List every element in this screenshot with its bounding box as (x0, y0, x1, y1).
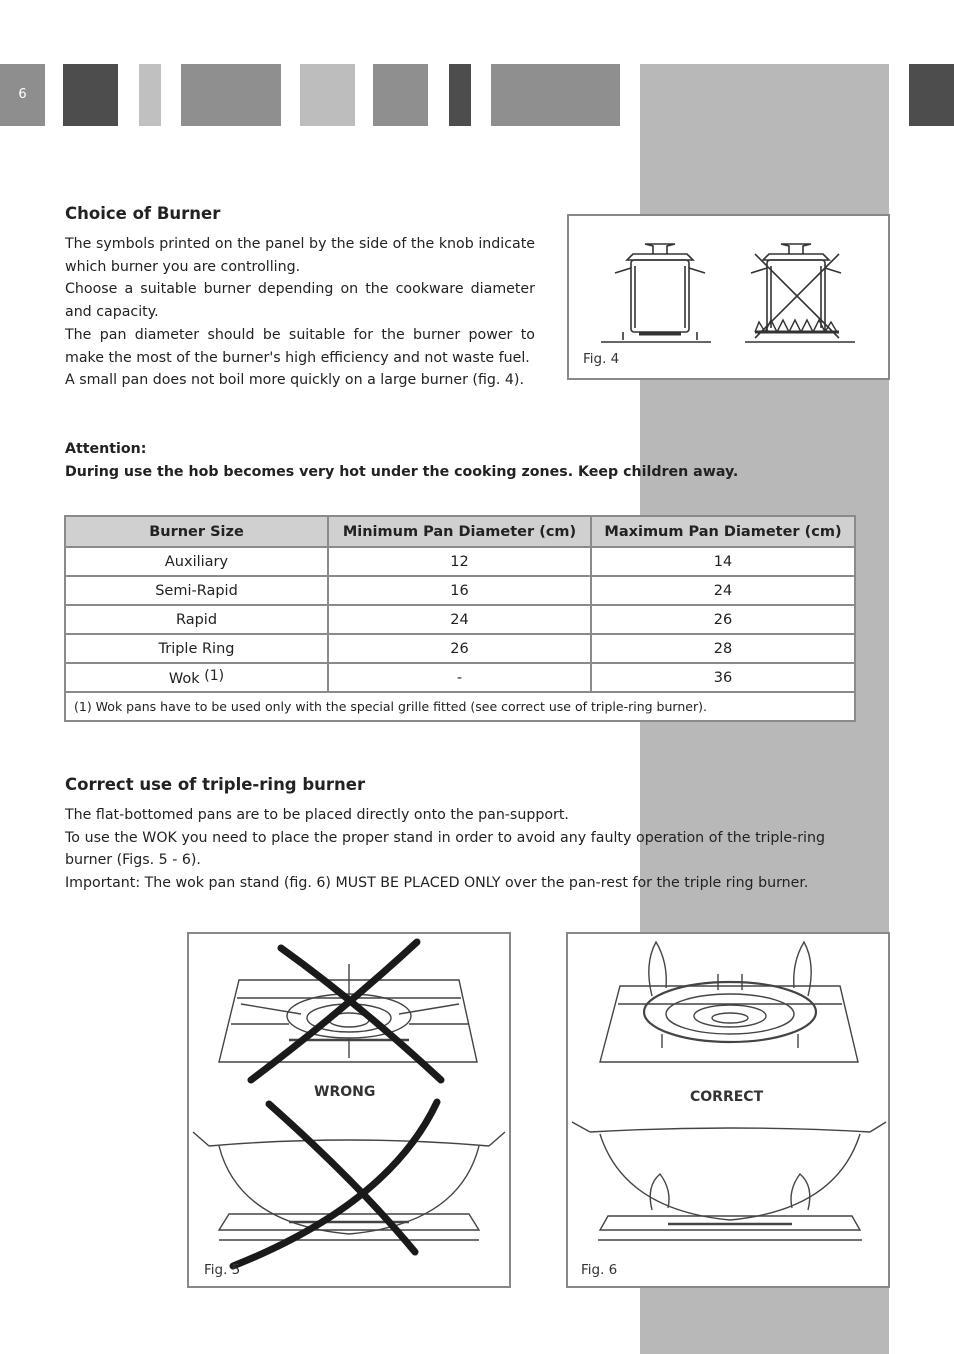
section-title-triple: Correct use of triple-ring burner (65, 775, 366, 794)
table-cell: 24 (328, 605, 591, 634)
section-title-choice: Choice of Burner (65, 204, 221, 223)
table-cell: 12 (328, 547, 591, 576)
header-bar (181, 64, 281, 126)
table-cell: - (328, 663, 591, 692)
correct-setup-illustration (568, 934, 888, 1286)
table-cell: 28 (591, 634, 855, 663)
table-row (65, 576, 855, 605)
wrong-setup-illustration (189, 934, 509, 1286)
triple-text (65, 804, 825, 895)
paragraph: The symbols printed on the panel by the side of the knob indicate which burner you are controlling. (65, 236, 535, 275)
header-bar (139, 64, 161, 126)
table-cell: 36 (591, 663, 855, 692)
table-cell: 26 (591, 605, 855, 634)
paragraph: Important: The wok pan stand (fig. 6) MUST BE PLACED ONLY over the pan-rest for the triple ring burner. (65, 875, 809, 892)
table-row (65, 547, 855, 576)
paragraph: The pan diameter should be suitable for the burner power to make the most of the burner's high efficiency and not waste fuel. (65, 326, 535, 366)
figure-5 (187, 932, 511, 1288)
figure-6 (566, 932, 890, 1288)
header-bar (909, 64, 954, 126)
column-header: Maximum Pan Diameter (cm) (591, 516, 855, 547)
table-cell: 26 (328, 634, 591, 663)
table-row (65, 634, 855, 663)
table-cell: Semi-Rapid (65, 576, 328, 605)
table-row (65, 663, 855, 692)
page-number: 6 (0, 64, 45, 126)
figure-label: Fig. 5 (204, 1262, 241, 1278)
table-cell: 14 (591, 547, 855, 576)
header-bar (300, 64, 355, 126)
table-cell: 24 (591, 576, 855, 605)
column-header: Burner Size (65, 516, 328, 547)
attention-block (65, 438, 825, 484)
paragraph: To use the WOK you need to place the proper stand in order to avoid any faulty operation of the triple-ring burner (Figs. 5 - 6). (65, 829, 825, 869)
table-row (65, 605, 855, 634)
paragraph: Choose a suitable burner depending on the cookware diameter and capacity. (65, 281, 535, 321)
table-footnote-row (65, 692, 855, 721)
attention-heading: Attention: (65, 441, 147, 457)
table-cell: Rapid (65, 605, 328, 634)
figure-4 (567, 214, 890, 380)
header-bar (63, 64, 118, 126)
choice-text (65, 233, 535, 392)
table-header-row (65, 516, 855, 547)
table-cell: Auxiliary (65, 547, 328, 576)
header-bar (449, 64, 471, 126)
figure-label: Fig. 4 (583, 351, 620, 367)
table-footnote: (1) Wok pans have to be used only with the special grille fitted (see correct use of triple-ring burner). (65, 692, 855, 721)
table-cell (65, 663, 328, 692)
footnote-mark: (1) (204, 668, 225, 684)
paragraph: A small pan does not boil more quickly on a large burner (fig. 4). (65, 372, 524, 389)
wok-label: Wok (168, 671, 200, 687)
attention-text: During use the hob becomes very hot under the cooking zones. Keep children away. (65, 464, 739, 480)
header-bar (491, 64, 620, 126)
table-cell: Triple Ring (65, 634, 328, 663)
table-cell: 16 (328, 576, 591, 605)
column-header: Minimum Pan Diameter (cm) (328, 516, 591, 547)
correct-tag: CORRECT (690, 1089, 764, 1105)
figure-label: Fig. 6 (581, 1262, 618, 1278)
burner-table (64, 515, 856, 722)
header-bar (373, 64, 428, 126)
wrong-tag: WRONG (314, 1084, 376, 1100)
paragraph: The flat-bottomed pans are to be placed directly onto the pan-support. (65, 807, 569, 823)
